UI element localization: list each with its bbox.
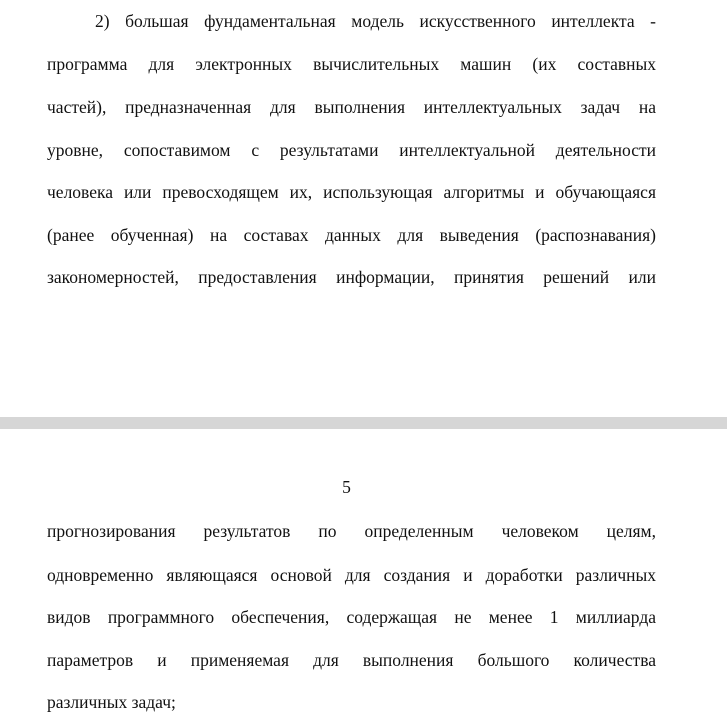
page-separator [0, 417, 727, 429]
text-line: человека или превосходящем их, использующая алгоритмы и обучающаяся [47, 182, 656, 202]
text-line: уровне, сопоставимом с результатами интеллектуальной деятельности [47, 140, 656, 160]
text-line: частей), предназначенная для выполнения интеллектуальных задач на [47, 97, 656, 117]
text-line: видов программного обеспечения, содержащая не менее 1 миллиарда [47, 607, 656, 627]
text-line: (ранее обученная) на составах данных для выведения (распознавания) [47, 225, 656, 245]
text-line: закономерностей, предоставления информации, принятия решений или [47, 267, 656, 287]
text-line: параметров и применяемая для выполнения большого количества [47, 650, 656, 670]
document-page-bottom [0, 429, 727, 725]
text-line: программа для электронных вычислительных машин (их составных [47, 54, 656, 74]
text-line: одновременно являющаяся основой для создания и доработки различных [47, 565, 656, 585]
text-line: прогнозирования результатов по определенным человеком целям, [47, 521, 656, 541]
text-line: различных задач; [47, 692, 176, 712]
page-number: 5 [342, 477, 351, 497]
text-line: 2) большая фундаментальная модель искусственного интеллекта - [95, 11, 656, 31]
